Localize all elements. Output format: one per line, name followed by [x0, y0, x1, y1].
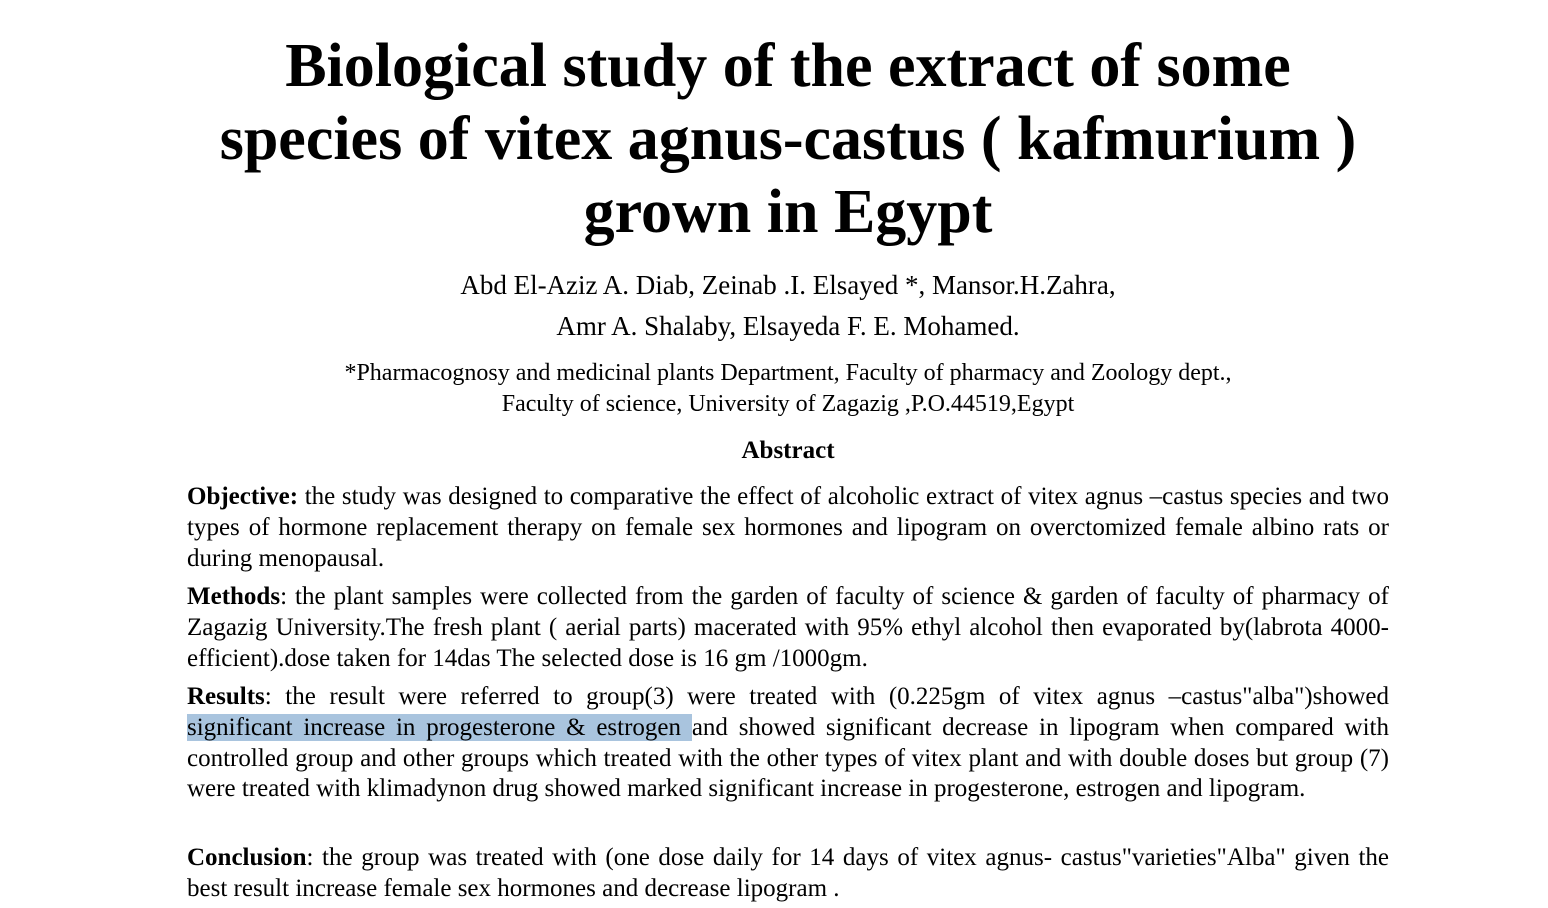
- objective-label: Objective:: [187, 483, 299, 510]
- conclusion-label: Conclusion: [187, 844, 307, 871]
- title-line: species of vitex agnus-castus ( kafmurium ): [219, 105, 1357, 173]
- affiliation: [150, 358, 1426, 420]
- methods-text: : the plant samples were collected from the garden of faculty of science & garden of faculty of pharmacy of Zagazig University.The fresh plant ( aerial parts) macerated with 95% ethyl alcohol then evaporated by(labrota 4000-efficient).dose taken for 14das The selected dose is 16 gm /1000gm.: [187, 583, 1389, 672]
- text-selection-highlight[interactable]: significant increase in progesterone & estrogen: [187, 713, 692, 741]
- author-list: [150, 265, 1426, 347]
- conclusion-text: : the group was treated with (one dose daily for 14 days of vitex agnus- castus"varieties"Alba" given the best result increase female sex hormones and decrease lipogram .: [187, 844, 1389, 902]
- methods-paragraph: [187, 582, 1389, 674]
- results-text-after: and showed significant decrease in lipogram when compared with controlled group and other groups which treated with the other types of vitex plant and with double doses but group (7) were treated with klimadynon drug showed marked significant increase in progesterone, estrogen and lipogram.: [187, 713, 1389, 803]
- paper-title: [150, 30, 1426, 249]
- objective-text: the study was designed to comparative the effect of alcoholic extract of vitex agnus –castus species and two types of hormone replacement therapy on female sex hormones and lipogram on overctomized female albino rats or during menopausal.: [187, 483, 1389, 572]
- results-paragraph: [187, 682, 1389, 805]
- affiliation-line: *Pharmacognosy and medicinal plants Department, Faculty of pharmacy and Zoology dept.,: [344, 360, 1232, 386]
- results-label: Results: [187, 683, 265, 710]
- methods-label: Methods: [187, 583, 281, 610]
- author-line: Amr A. Shalaby, Elsayeda F. E. Mohamed.: [556, 311, 1020, 341]
- affiliation-line: Faculty of science, University of Zagazig ,P.O.44519,Egypt: [501, 391, 1075, 417]
- abstract-heading: Abstract: [741, 437, 835, 464]
- objective-paragraph: [187, 482, 1389, 574]
- title-line: grown in Egypt: [583, 178, 993, 246]
- conclusion-paragraph: [187, 843, 1389, 905]
- results-text-before: : the result were referred to group(3) were treated with (0.225gm of vitex agnus –castus"alba")showed: [264, 683, 1389, 710]
- title-line: Biological study of the extract of some: [285, 32, 1291, 100]
- author-line: Abd El-Aziz A. Diab, Zeinab .I. Elsayed *, Mansor.H.Zahra,: [460, 270, 1116, 300]
